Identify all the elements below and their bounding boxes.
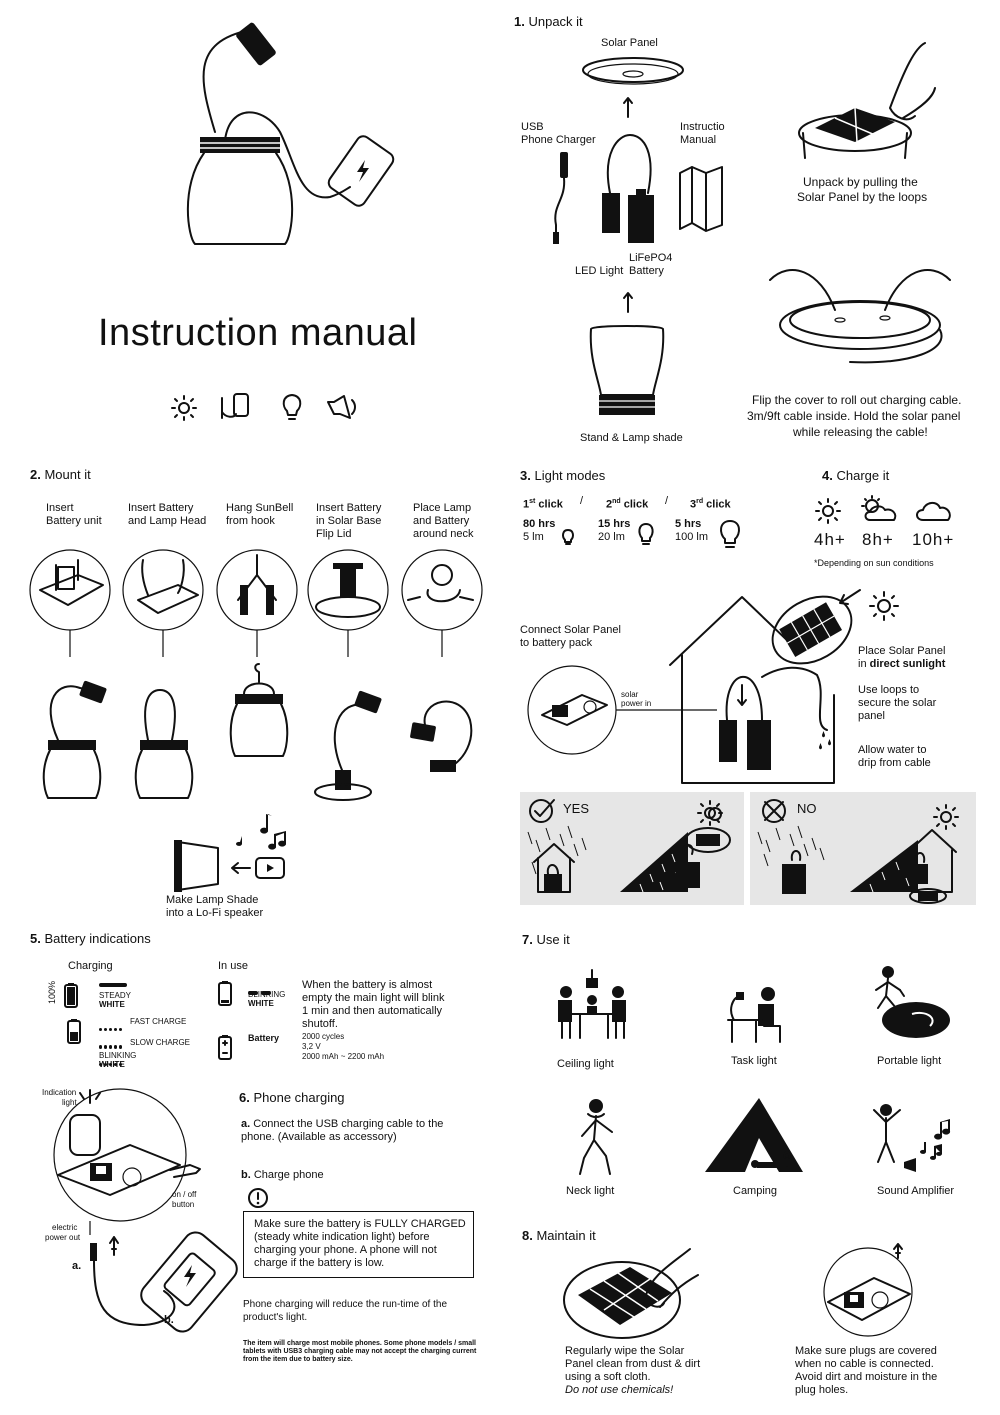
label-lifepo-2: Battery xyxy=(629,265,664,277)
click-separator: / xyxy=(580,495,584,507)
warning-text-2: (steady white indication light) before xyxy=(254,1231,430,1243)
fast-charge-text: FAST CHARGE xyxy=(130,1017,187,1026)
speaker-text-2: into a Lo-Fi speaker xyxy=(166,907,264,919)
solar-panel-illustration xyxy=(578,52,688,92)
warning-text-3: charging your phone. A phone will not xyxy=(254,1244,437,1256)
plug-cover-illustration xyxy=(818,1240,918,1340)
blink-use-text-1: BLINKING xyxy=(248,990,286,999)
sun-icon xyxy=(170,394,198,422)
lightbulb-small-icon xyxy=(561,528,575,546)
charge-heading: 4. Charge it xyxy=(822,468,890,483)
click-label-3: 3rd click xyxy=(690,498,731,511)
mount-step: Hang SunBell from hook xyxy=(226,502,294,527)
indication-text-1: Indication xyxy=(42,1088,77,1097)
arrow-up xyxy=(623,292,633,312)
battery-heading: 5. Battery indications xyxy=(30,931,151,946)
lightbulb-medium-icon xyxy=(637,522,655,546)
mounted-lamps xyxy=(30,660,500,800)
pull-text-2: Solar Panel by the loops xyxy=(797,190,928,204)
label-solar-panel: Solar Panel xyxy=(601,37,658,49)
use-label: Task light xyxy=(731,1055,777,1067)
step-a-text-1: a. Connect the USB charging cable to the xyxy=(241,1118,444,1130)
battery-spec-icon xyxy=(217,1034,233,1060)
loops-text-2: secure the solar xyxy=(858,697,937,709)
hand-pull-illustration xyxy=(795,38,935,168)
lamp-shade-illustration xyxy=(587,323,667,418)
step-a-label: a. xyxy=(72,1260,82,1272)
step-a-text-2: phone. (Available as accessory) xyxy=(241,1131,397,1143)
empty-text-1: When the battery is almost xyxy=(302,979,433,991)
solar-power-in-1: solar xyxy=(621,690,639,699)
battery-light-illustration xyxy=(598,133,668,243)
cloud-icon xyxy=(915,498,955,524)
sun-conditions-note: *Depending on sun conditions xyxy=(814,558,934,568)
mode-lumen: 20 lm xyxy=(598,531,625,543)
onoff-text-2: button xyxy=(172,1200,195,1209)
wipe-text-2: Panel clean from dust & dirt xyxy=(565,1358,701,1370)
no-label: NO xyxy=(797,801,817,816)
runtime-text-1: Phone charging will reduce the run-time of the xyxy=(243,1299,448,1310)
place-text-2: in direct sunlight xyxy=(858,658,946,670)
mount-step: Insert Battery in Solar Base Flip Lid xyxy=(316,502,382,540)
mode-hours: 15 hrs xyxy=(598,518,631,530)
empty-text-4: shutoff. xyxy=(302,1018,338,1030)
usb-phone-icon xyxy=(216,392,252,422)
battery-empty-icon xyxy=(217,980,233,1006)
use-label: Camping xyxy=(733,1185,778,1197)
wipe-text-3: using a soft cloth. xyxy=(565,1371,651,1383)
warning-text-4: charge if the battery is low. xyxy=(254,1257,385,1269)
flip-text-3: while releasing the cable! xyxy=(793,425,928,439)
runtime-text-2: product's light. xyxy=(243,1312,308,1323)
use-label: Ceiling light xyxy=(557,1058,614,1070)
label-stand: Stand & Lamp shade xyxy=(580,432,683,444)
speaker-icon xyxy=(324,392,360,422)
use-label: Neck light xyxy=(566,1185,615,1197)
sun-icon xyxy=(868,590,900,622)
charge-time: 8h+ xyxy=(862,530,894,549)
use-label: Portable light xyxy=(877,1055,942,1067)
sun-icon xyxy=(814,497,842,525)
battery-full-pct: 100% xyxy=(47,980,57,1004)
flip-text-2: 3m/9ft cable inside. Hold the solar panel xyxy=(747,409,961,423)
unpack-heading: 1. Unpack it xyxy=(514,14,583,29)
step-b-label: b. xyxy=(164,1314,174,1326)
click-separator: / xyxy=(665,495,669,507)
small-print-2: tablets with USB3 charging cable may not accept the charging current xyxy=(243,1348,477,1355)
arrow-up xyxy=(623,97,633,117)
hands-flip-illustration xyxy=(760,240,960,360)
blinking-text-2: WHITE xyxy=(99,1060,125,1069)
blink-use-text-2: WHITE xyxy=(248,999,274,1008)
charge-time: 10h+ xyxy=(912,530,955,549)
speaker-text-1: Make Lamp Shade xyxy=(166,894,259,906)
steady-text-2: WHITE xyxy=(99,1000,125,1009)
charging-label: Charging xyxy=(68,960,113,972)
warning-text-1: Make sure the battery is FULLY CHARGED xyxy=(254,1218,466,1230)
battery-spec-label: Battery xyxy=(248,1033,280,1043)
plugs-text-4: plug holes. xyxy=(795,1384,849,1396)
yes-label: YES xyxy=(563,801,590,816)
drip-text-2: drip from cable xyxy=(858,757,931,769)
label-instruction-1: Instructio xyxy=(680,121,725,133)
label-led-light: LED Light xyxy=(575,265,624,277)
in-use-label: In use xyxy=(218,960,248,972)
spec-cycles: 2000 cycles xyxy=(302,1032,345,1041)
phone-heading: 6. Phone charging xyxy=(239,1090,345,1105)
sun-icon xyxy=(697,800,723,826)
sound-amplifier-illustration xyxy=(870,1102,965,1182)
wipe-text-1: Regularly wipe the Solar xyxy=(565,1345,685,1357)
manual-title: Instruction manual xyxy=(98,312,418,354)
steady-light-bar xyxy=(99,983,127,987)
feature-icons xyxy=(170,392,370,426)
light-modes-heading: 3. Light modes xyxy=(520,468,606,483)
label-instruction-2: Manual xyxy=(680,134,717,146)
power-out-text-1: electric xyxy=(52,1223,78,1232)
connect-text-2: to battery pack xyxy=(520,637,593,649)
label-lifepo-1: LiFePO4 xyxy=(629,252,673,264)
lightbulb-large-icon xyxy=(718,518,742,550)
warning-icon xyxy=(247,1187,269,1209)
connect-text-1: Connect Solar Panel xyxy=(520,624,621,636)
mount-heading: 2. Mount it xyxy=(30,467,91,482)
mount-step: Insert Battery and Lamp Head xyxy=(128,502,207,527)
empty-text-2: empty the main light will blink xyxy=(302,992,445,1004)
slow-charge-text: SLOW CHARGE xyxy=(130,1038,191,1047)
label-usb-1: USB xyxy=(521,121,544,133)
click-label-1: 1st click xyxy=(523,498,563,511)
mount-step: Insert Battery unit xyxy=(46,502,102,527)
ceiling-light-illustration xyxy=(552,970,642,1040)
portable-light-illustration xyxy=(866,962,956,1042)
flip-text-1: Flip the cover to roll out charging cable. xyxy=(752,393,962,407)
camping-illustration xyxy=(705,1098,805,1173)
cover-lamp-illustration xyxy=(180,22,420,262)
battery-half-icon xyxy=(66,1018,82,1044)
use-heading: 7. Use it xyxy=(522,932,570,947)
small-print-3: from the item due to battery size. xyxy=(243,1356,353,1363)
loops-text-3: panel xyxy=(858,710,885,722)
plugs-text-1: Make sure plugs are covered xyxy=(795,1345,937,1357)
steady-text-1: STEADY xyxy=(99,991,132,1000)
label-usb-2: Phone Charger xyxy=(521,134,596,146)
wipe-text-4: Do not use chemicals! xyxy=(565,1384,674,1396)
spec-capacity: 2000 mAh ~ 2200 mAh xyxy=(302,1052,385,1061)
usb-charger-illustration xyxy=(548,150,578,250)
click-label-2: 2nd click xyxy=(606,498,649,511)
spec-voltage: 3,2 V xyxy=(302,1042,321,1051)
blinking-text-1: BLINKING xyxy=(99,1051,137,1060)
house-charging-illustration xyxy=(522,585,862,785)
step-b-text: b. Charge phone xyxy=(241,1169,324,1181)
mode-hours: 80 hrs xyxy=(523,518,556,530)
wipe-panel-illustration xyxy=(560,1245,700,1340)
solar-power-in-2: power in xyxy=(621,699,652,708)
small-print-1: The item will charge most mobile phones. Some phone models / small xyxy=(243,1340,476,1347)
pull-text-1: Unpack by pulling the xyxy=(803,175,918,189)
battery-full-icon xyxy=(63,982,79,1008)
lamp-speaker-illustration xyxy=(172,838,302,893)
battery-unit-closeup xyxy=(50,1085,210,1235)
mount-step: Place Lamp and Battery around neck xyxy=(413,502,474,540)
loops-text-1: Use loops to xyxy=(858,684,920,696)
manual-illustration xyxy=(678,165,728,235)
power-out-text-2: power out xyxy=(45,1233,81,1242)
drip-text-1: Allow water to xyxy=(858,744,927,756)
sun-icon xyxy=(933,804,959,830)
onoff-text-1: on / off xyxy=(172,1190,197,1199)
task-light-illustration xyxy=(722,984,792,1044)
mode-lumen: 5 lm xyxy=(523,531,544,543)
plugs-text-2: when no cable is connected. xyxy=(795,1358,934,1370)
lightbulb-icon xyxy=(280,392,304,422)
place-text-1: Place Solar Panel xyxy=(858,645,946,657)
empty-text-3: 1 min and then automatically xyxy=(302,1005,443,1017)
mount-circles xyxy=(28,545,498,645)
sun-cloud-icon xyxy=(858,494,902,524)
plugs-text-3: Avoid dirt and moisture in the xyxy=(795,1371,938,1383)
indication-text-2: light xyxy=(62,1098,77,1107)
use-label: Sound Amplifier xyxy=(877,1185,955,1197)
neck-light-illustration xyxy=(566,1096,626,1176)
mode-lumen: 100 lm xyxy=(675,531,709,543)
charge-time: 4h+ xyxy=(814,530,846,549)
maintain-heading: 8. Maintain it xyxy=(522,1228,596,1243)
mode-hours: 5 hrs xyxy=(675,518,702,530)
